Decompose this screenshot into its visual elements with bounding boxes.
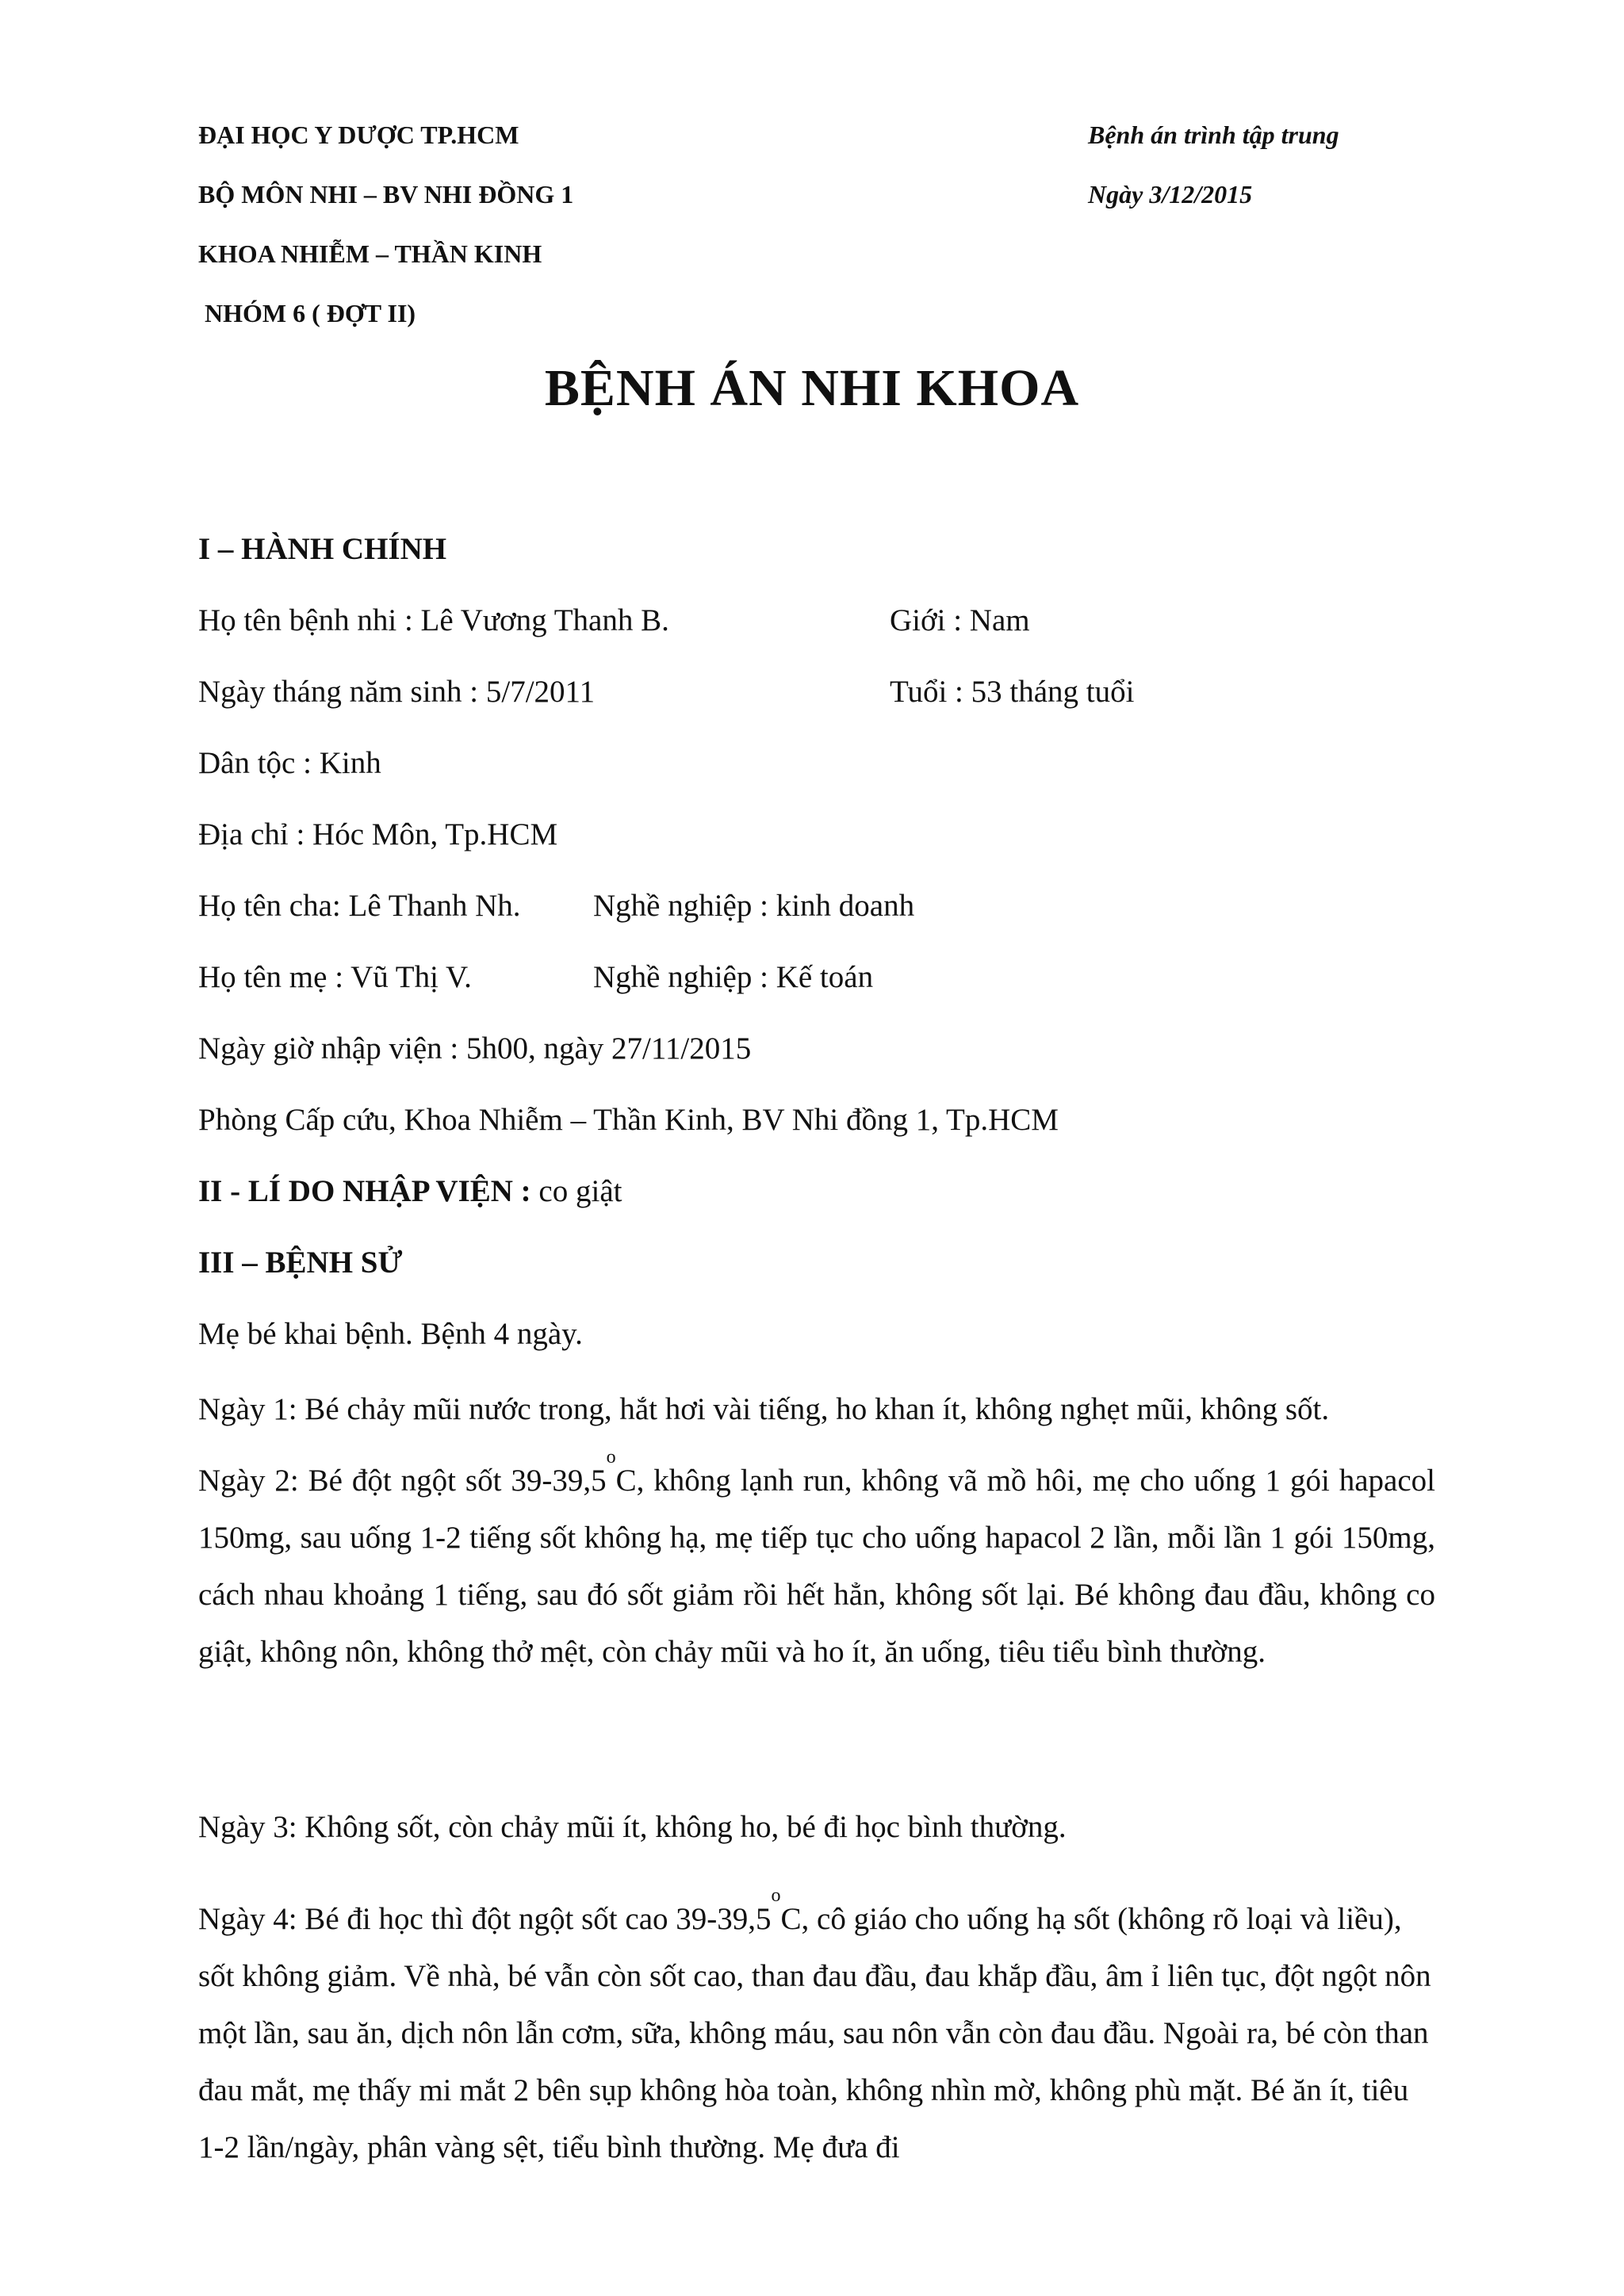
degree-sup: o <box>606 1447 616 1468</box>
patient-sex: Giới : Nam <box>890 603 1030 637</box>
history-day4-rest: C, cô giáo cho uống hạ sốt (không rõ loại và liều), sốt không giảm. Về nhà, bé vẫn còn sốt cao, than đau đầu, đau khắp đầu, âm ỉ liên tục, đột ngột nôn một lần, sau ăn, dịch nôn lẫn cơm, sữa, không máu, sau nôn vẫn còn đau đầu. Ngoài ra, bé còn than đau mắt, mẹ thấy mi mắt 2 bên sụp không hòa toàn, không nhìn mờ, không phù mặt. Bé ăn ít, tiêu 1-2 lần/ngày, phân vàng sệt, tiểu bình thường. Mẹ đưa đi <box>198 1902 1431 2164</box>
father-name: Họ tên cha: Lê Thanh Nh. <box>198 889 521 923</box>
patient-name: Họ tên bệnh nhi : Lê Vương Thanh B. <box>198 603 669 637</box>
reason-value: co giật <box>538 1174 622 1208</box>
section-history-heading: III – BỆNH SỬ <box>198 1246 403 1280</box>
page-title: BỆNH ÁN NHI KHOA <box>544 359 1080 417</box>
header-ward: KHOA NHIỄM – THẦN KINH <box>198 239 542 268</box>
header-department: BỘ MÔN NHI – BV NHI ĐỒNG 1 <box>198 180 574 209</box>
admission-location: Phòng Cấp cứu, Khoa Nhiễm – Thần Kinh, BV Nhi đồng 1, Tp.HCM <box>198 1103 1059 1137</box>
mother-name: Họ tên mẹ : Vũ Thị V. <box>198 960 472 994</box>
history-day4-start: Ngày 4: Bé đi học thì đột ngột sốt cao 39-39,5 <box>198 1902 772 1936</box>
section-admin-heading: I – HÀNH CHÍNH <box>198 532 447 566</box>
history-day2 <box>198 1447 1436 1681</box>
patient-address: Địa chỉ : Hóc Môn, Tp.HCM <box>198 817 558 851</box>
history-day2-rest: C, không lạnh run, không vã mồ hôi, mẹ cho uống 1 gói hapacol 150mg, sau uống 1-2 tiếng sốt không hạ, mẹ tiếp tục cho uống hapacol 2 lần, mỗi lần 1 gói 150mg, cách nhau khoảng 1 tiếng, sau đó sốt giảm rồi hết hẳn, không sốt lại. Bé không đau đầu, không co giật, không nôn, không thở mệt, còn chảy mũi và ho ít, ăn uống, tiêu tiểu bình thường. <box>198 1464 1436 1669</box>
history-day2-start: Ngày 2: Bé đột ngột sốt 39-39,5 <box>198 1464 607 1498</box>
mother-occupation: Nghề nghiệp : Kế toán <box>593 960 874 994</box>
section-reason-heading: II - LÍ DO NHẬP VIỆN : <box>198 1174 539 1208</box>
admission-time: Ngày giờ nhập viện : 5h00, ngày 27/11/2015 <box>198 1031 752 1066</box>
patient-ethnicity: Dân tộc : Kinh <box>198 746 381 780</box>
father-occupation: Nghề nghiệp : kinh doanh <box>593 889 915 923</box>
history-day1: Ngày 1: Bé chảy mũi nước trong, hắt hơi vài tiếng, ho khan ít, không nghẹt mũi, không sốt. <box>198 1392 1330 1426</box>
section-reason <box>198 1173 622 1210</box>
patient-age: Tuổi : 53 tháng tuổi <box>890 675 1135 709</box>
history-day4 <box>198 1885 1435 2176</box>
header-date: Ngày 3/12/2015 <box>1088 180 1253 209</box>
header-doc-type: Bệnh án trình tập trung <box>1088 121 1339 149</box>
patient-dob: Ngày tháng năm sinh : 5/7/2011 <box>198 675 596 709</box>
history-day3: Ngày 3: Không sốt, còn chảy mũi ít, không ho, bé đi học bình thường. <box>198 1810 1067 1844</box>
degree-sup: o <box>771 1885 781 1906</box>
history-intro: Mẹ bé khai bệnh. Bệnh 4 ngày. <box>198 1317 583 1351</box>
header-university: ĐẠI HỌC Y DƯỢC TP.HCM <box>198 121 519 149</box>
header-group: NHÓM 6 ( ĐỢT II) <box>205 299 416 327</box>
